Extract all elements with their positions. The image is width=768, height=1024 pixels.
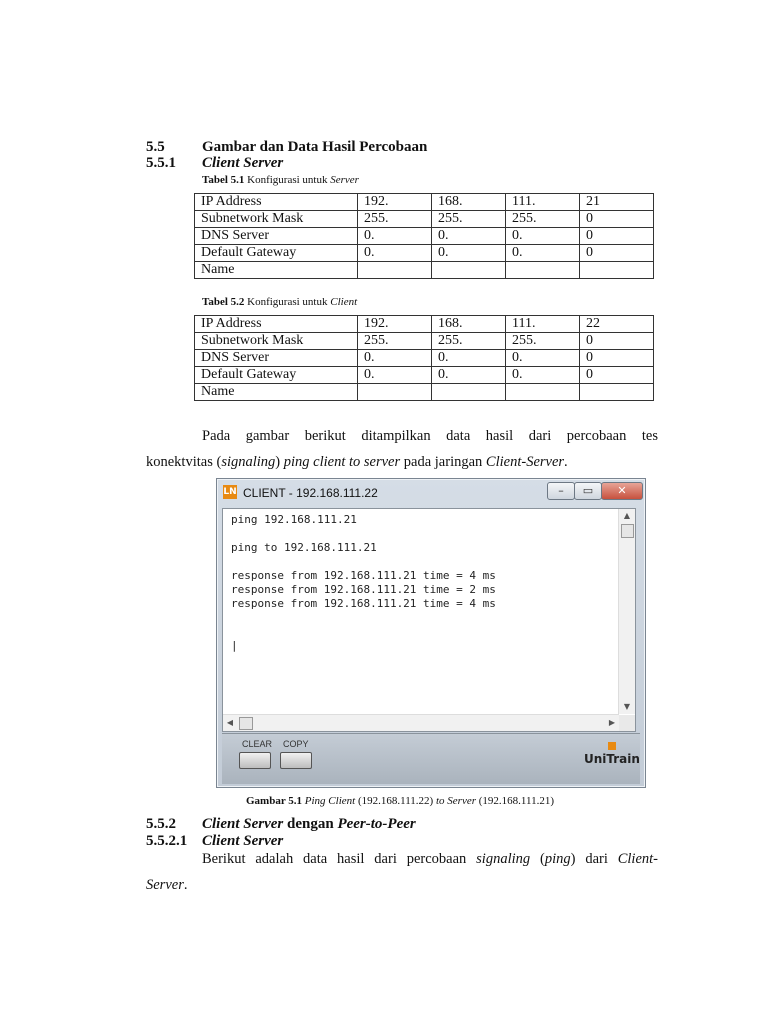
paragraph-1-line-1: Pada gambar berikut ditampilkan data hasil dari percobaan tes bbox=[202, 428, 658, 444]
subsection-number: 5.5.1 bbox=[146, 155, 176, 171]
client-config-table bbox=[194, 315, 654, 401]
table-row bbox=[195, 333, 654, 350]
app-logo-icon: LN bbox=[223, 487, 237, 497]
table-cell: 0 bbox=[580, 333, 654, 350]
console-text bbox=[231, 513, 496, 653]
table-cell: 0. bbox=[506, 228, 580, 245]
table-cell bbox=[432, 262, 506, 279]
hscroll-thumb[interactable] bbox=[239, 717, 253, 730]
close-button[interactable]: ✕ bbox=[601, 482, 643, 500]
console-line bbox=[231, 555, 496, 569]
scroll-right-icon[interactable]: ▶ bbox=[608, 718, 616, 727]
table-cell: 255. bbox=[506, 333, 580, 350]
console-line: response from 192.168.111.21 time = 4 ms bbox=[231, 597, 496, 610]
table-cell: DNS Server bbox=[195, 350, 358, 367]
clear-button[interactable] bbox=[239, 752, 271, 769]
console-line: response from 192.168.111.21 time = 2 ms bbox=[231, 583, 496, 596]
table-cell: Subnetwork Mask bbox=[195, 333, 358, 350]
table-cell: 0 bbox=[580, 367, 654, 384]
table-cell: 192. bbox=[358, 194, 432, 211]
section-number: 5.5 bbox=[146, 139, 165, 155]
copy-label: COPY bbox=[283, 739, 309, 749]
window-titlebar[interactable] bbox=[217, 479, 645, 507]
subsection2-title: Client Server bbox=[202, 833, 284, 849]
console-line: ping to 192.168.111.21 bbox=[231, 541, 377, 554]
table-cell: 255. bbox=[358, 333, 432, 350]
table-cell: 111. bbox=[506, 194, 580, 211]
clear-label: CLEAR bbox=[242, 739, 273, 749]
table-cell bbox=[358, 384, 432, 401]
paragraph-2-line-1 bbox=[202, 846, 658, 872]
text-italic: Client-Server bbox=[485, 454, 565, 470]
text-italic: Peer-to-Peer bbox=[337, 816, 416, 832]
table-cell bbox=[358, 262, 432, 279]
table-cell: 0. bbox=[358, 367, 432, 384]
console-line: | bbox=[231, 639, 238, 652]
table-cell: 255. bbox=[358, 211, 432, 228]
text-italic: Client- bbox=[617, 851, 659, 867]
table-cell: 0. bbox=[432, 367, 506, 384]
table-row bbox=[195, 228, 654, 245]
console-line bbox=[231, 611, 496, 625]
table-cell: 22 bbox=[580, 316, 654, 333]
table-cell: 21 bbox=[580, 194, 654, 211]
table-cell: 0 bbox=[580, 350, 654, 367]
text: ) bbox=[275, 454, 284, 470]
client-window bbox=[216, 478, 646, 788]
table-row bbox=[195, 245, 654, 262]
minimize-button[interactable]: – bbox=[547, 482, 575, 500]
paragraph-2-line-2 bbox=[146, 872, 187, 898]
scroll-up-icon[interactable]: ▲ bbox=[623, 511, 631, 520]
table-cell: 0. bbox=[506, 350, 580, 367]
scroll-left-icon[interactable]: ◀ bbox=[226, 718, 234, 727]
section2-number: 5.5.2 bbox=[146, 816, 176, 832]
text-italic: Client Server bbox=[202, 816, 284, 832]
table-cell bbox=[432, 384, 506, 401]
table-cell: 0. bbox=[506, 245, 580, 262]
console-line bbox=[231, 527, 496, 541]
table1-caption-label: Tabel 5.1 bbox=[202, 174, 245, 186]
table-cell: 0. bbox=[432, 228, 506, 245]
text: ( bbox=[530, 851, 545, 867]
horizontal-scrollbar[interactable] bbox=[223, 714, 619, 731]
scroll-thumb[interactable] bbox=[621, 524, 634, 538]
table1-caption bbox=[202, 174, 359, 186]
scroll-corner bbox=[619, 715, 635, 731]
table-cell: IP Address bbox=[195, 194, 358, 211]
text-italic: ping client to server bbox=[283, 454, 401, 470]
table-row bbox=[195, 350, 654, 367]
table-cell: Name bbox=[195, 384, 358, 401]
table-cell bbox=[580, 384, 654, 401]
table2-caption-label: Tabel 5.2 bbox=[202, 296, 245, 308]
window-title: CLIENT - 192.168.111.22 bbox=[243, 486, 378, 500]
text: konektvitas ( bbox=[146, 454, 222, 470]
text: . bbox=[183, 877, 188, 893]
unitrain-brand: UniTrain bbox=[584, 752, 640, 766]
table-row bbox=[195, 262, 654, 279]
table-row bbox=[195, 316, 654, 333]
table-cell bbox=[506, 384, 580, 401]
table-cell: DNS Server bbox=[195, 228, 358, 245]
text-italic: signaling bbox=[476, 851, 531, 867]
text-italic: Server bbox=[146, 877, 184, 893]
table-cell: 0. bbox=[432, 350, 506, 367]
text: Berikut adalah data hasil dari percobaan bbox=[202, 851, 477, 867]
text: pada jaringan bbox=[400, 454, 486, 470]
console-line: ping 192.168.111.21 bbox=[231, 513, 357, 526]
table-cell: 0. bbox=[358, 350, 432, 367]
table-cell: 0 bbox=[580, 211, 654, 228]
table2-caption bbox=[202, 296, 357, 308]
console-line: response from 192.168.111.21 time = 4 ms bbox=[231, 569, 496, 582]
table2-caption-text: Konfigurasi untuk bbox=[247, 296, 328, 308]
vertical-scrollbar[interactable] bbox=[618, 509, 635, 714]
text-italic: Ping Client bbox=[304, 795, 356, 807]
console-output[interactable] bbox=[222, 508, 636, 732]
text-italic: ping bbox=[544, 851, 571, 867]
section2-title bbox=[202, 816, 416, 833]
text: dengan bbox=[283, 816, 338, 832]
table-row bbox=[195, 194, 654, 211]
table-cell: Subnetwork Mask bbox=[195, 211, 358, 228]
table1-caption-italic: Server bbox=[330, 174, 359, 186]
console-line bbox=[231, 625, 496, 639]
server-config-table bbox=[194, 193, 654, 279]
text-italic: signaling bbox=[221, 454, 276, 470]
table-cell: 168. bbox=[432, 194, 506, 211]
table-row bbox=[195, 211, 654, 228]
table-cell: Default Gateway bbox=[195, 367, 358, 384]
table-cell: 0. bbox=[358, 228, 432, 245]
copy-button[interactable] bbox=[280, 752, 312, 769]
table-cell: 168. bbox=[432, 316, 506, 333]
table-cell: 0 bbox=[580, 228, 654, 245]
text: ) dari bbox=[570, 851, 618, 867]
subsection-title: Client Server bbox=[202, 155, 284, 171]
table-cell: 0 bbox=[580, 245, 654, 262]
table-cell: IP Address bbox=[195, 316, 358, 333]
table-cell bbox=[506, 262, 580, 279]
table-cell bbox=[580, 262, 654, 279]
table-cell: 0. bbox=[432, 245, 506, 262]
table-row bbox=[195, 384, 654, 401]
text-italic: to Server bbox=[435, 795, 476, 807]
table2-caption-italic: Client bbox=[330, 296, 358, 308]
table-cell: Name bbox=[195, 262, 358, 279]
maximize-button[interactable]: ▭ bbox=[574, 482, 602, 500]
text: . bbox=[564, 454, 568, 470]
section-title: Gambar dan Data Hasil Percobaan bbox=[202, 139, 428, 155]
unitrain-logo-icon bbox=[608, 742, 616, 750]
text: (192.168.111.22) bbox=[355, 795, 436, 807]
figure-caption bbox=[246, 795, 554, 807]
table-cell: 255. bbox=[432, 333, 506, 350]
figure-caption-label: Gambar 5.1 bbox=[246, 795, 303, 807]
scroll-down-icon[interactable]: ▼ bbox=[623, 702, 631, 711]
table1-caption-text: Konfigurasi untuk bbox=[247, 174, 328, 186]
table-cell: Default Gateway bbox=[195, 245, 358, 262]
table-cell: 0. bbox=[358, 245, 432, 262]
table-cell: 255. bbox=[432, 211, 506, 228]
table-cell: 0. bbox=[506, 367, 580, 384]
table-row bbox=[195, 367, 654, 384]
subsection2-number: 5.5.2.1 bbox=[146, 833, 188, 849]
table-cell: 255. bbox=[506, 211, 580, 228]
paragraph-1-line-2 bbox=[146, 449, 658, 475]
text: (192.168.111.21) bbox=[475, 795, 554, 807]
table-cell: 111. bbox=[506, 316, 580, 333]
button-panel bbox=[222, 733, 640, 784]
table-cell: 192. bbox=[358, 316, 432, 333]
